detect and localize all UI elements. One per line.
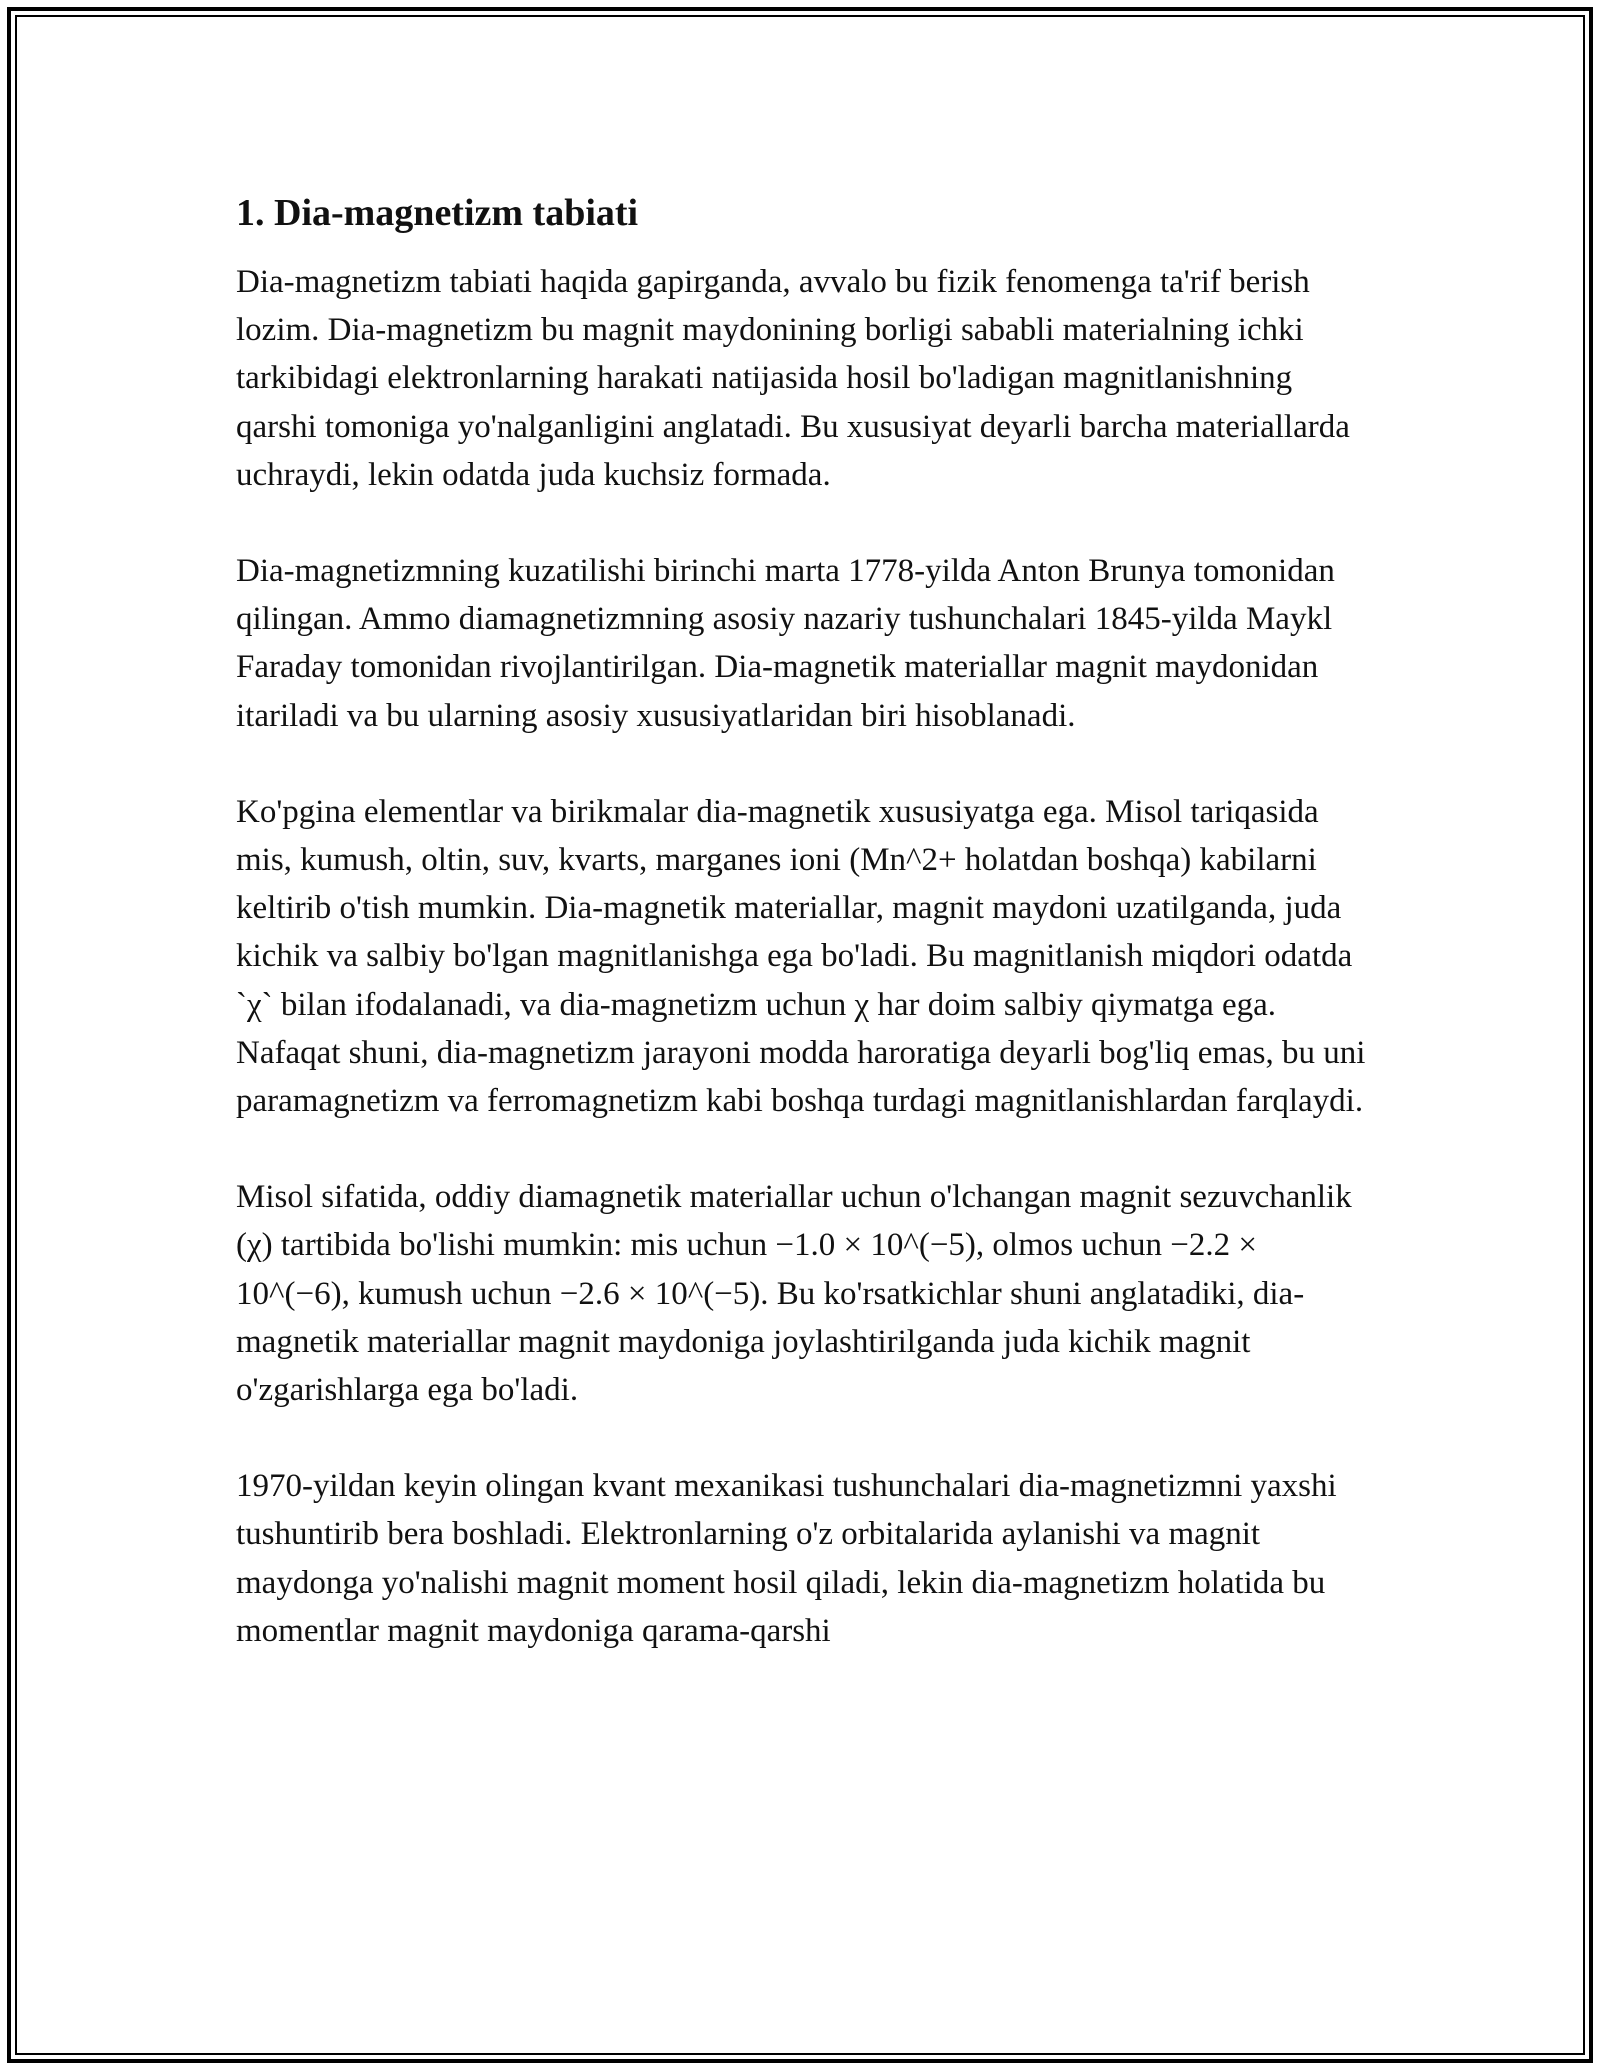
paragraph-4: Misol sifatida, oddiy diamagnetik materiallar uchun o'lchangan magnit sezuvchanlik (χ) tartibida bo'lishi mumkin: mis uchun −1.0 × 10^(−5), olmos uchun −2.2 × 10^(−6), kumush uchun −2.6 × 10^(−5). Bu ko'rsatkichlar shuni anglatadiki, dia-magnetik materiallar magnit maydoniga joylashtirilganda juda kichik magnit o'zgarishlarga ega bo'ladi.: [236, 1179, 1352, 1409]
paragraph-2: Dia-magnetizmning kuzatilishi birinchi marta 1778-yilda Anton Brunya tomonidan qilingan. Ammo diamagnetizmning asosiy nazariy tushunchalari 1845-yilda Maykl Faraday tomonidan rivojlantirilgan. Dia-magnetik materiallar magnit maydonidan itariladi va bu ularning asosiy xususiyatlaridan biri hisoblanadi.: [236, 553, 1335, 734]
paragraph-5: 1970-yildan keyin olingan kvant mexanikasi tushunchalari dia-magnetizmni yaxshi tushuntirib bera boshladi. Elektronlarning o'z orbitalarida aylanishi va magnit maydonga yo'nalishi magnit moment hosil qiladi, lekin dia-magnetizm holatida bu momentlar magnit maydoniga qarama-qarshi: [236, 1468, 1337, 1649]
section-heading: 1. Dia-magnetizm tabiati: [236, 192, 639, 234]
paragraph-3: Ko'pgina elementlar va birikmalar dia-magnetik xususiyatga ega. Misol tariqasida mis, kumush, oltin, suv, kvarts, marganes ioni (Mn^2+ holatdan boshqa) kabilarni keltirib o'tish mumkin. Dia-magnetik materiallar, magnit maydoni uzatilganda, juda kichik va salbiy bo'lgan magnitlanishga ega bo'ladi. Bu magnitlanish miqdori odatda `χ` bilan ifodalanadi, va dia-magnetizm uchun χ har doim salbiy qiymatga ega. Nafaqat shuni, dia-magnetizm jarayoni modda haroratiga deyarli bog'liq emas, bu uni paramagnetizm va ferromagnetizm kabi boshqa turdagi magnitlanishlardan farqlaydi.: [236, 793, 1366, 1120]
document-body: [236, 188, 1372, 1655]
paragraph-1: Dia-magnetizm tabiati haqida gapirganda, avvalo bu fizik fenomenga ta'rif berish lozim. Dia-magnetizm bu magnit maydonining borligi sababli materialning ichki tarkibidagi elektronlarning harakati natijasida hosil bo'ladigan magnitlanishning qarshi tomoniga yo'nalganligini anglatadi. Bu xususiyat deyarli barcha materiallarda uchraydi, lekin odatda juda kuchsiz formada.: [236, 264, 1350, 493]
